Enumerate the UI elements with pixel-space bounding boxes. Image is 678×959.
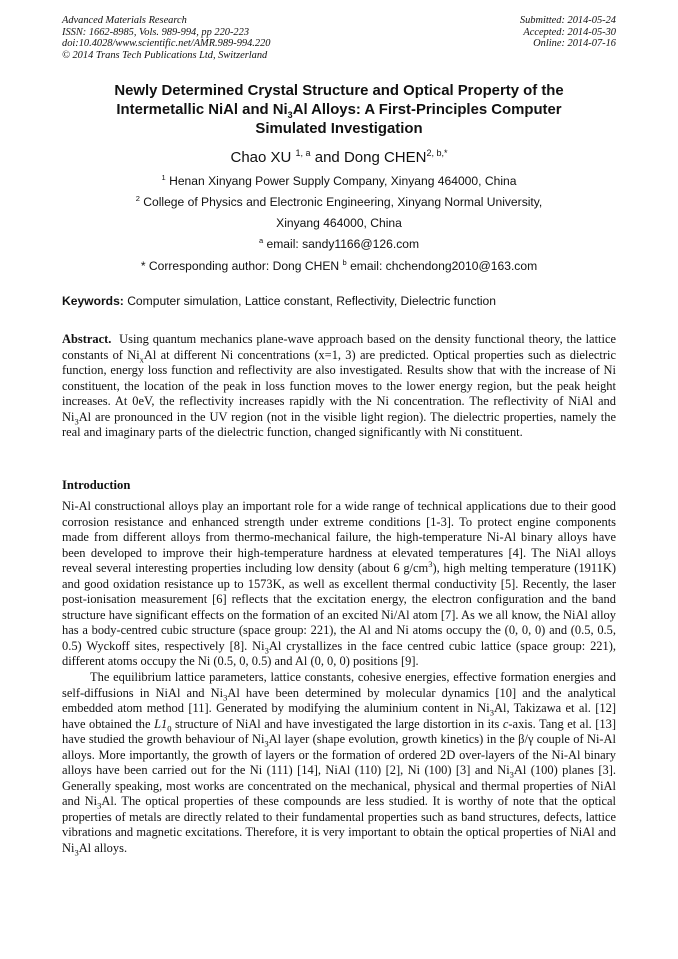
submitted-date: Submitted: 2014-05-24 xyxy=(519,15,616,26)
email-a: $^a$ email: sandy1166@126.com xyxy=(258,235,420,251)
issn: ISSN: 1662-8985, Vols. 989-994, pp 220-223 xyxy=(62,26,250,38)
paragraph: The equilibrium lattice parameters, lattice constants, cohesive energies, effective formation energies and self-diffusions in NiAl and $Ni_3Al$ have been determined by molecular dynamics [10] and the analytical embedded atom method [11]. Generated by modifying the aluminium content in $Ni_3Al$, Takizawa et al. [12] have obtained the $L1_0$ structure of NiAl and have investigated the large distortion in its c-axis. Tang et al. [13] have studied the growth behaviour of $Ni_3Al$ layer (shape evolution, growth kinetics) in the β/γ couple of Ni-Al alloys. More importantly, the growth of layers or the formation of ordered 2D over-layers of the Ni-Al binary alloys have been carried out for the Ni (111) [14], NiAl (110) [2], Ni (100) [3] and $Ni_3Al$ (100) planes [3]. Generally speaking, most works are concentrated on the mechanical, physical and thermal properties of NiAl and $Ni_3Al$. The optical properties of these compounds are less studied. It is worthy of note that the optical properties of metals are directly related to their fundamental properties such as band structures, defects, lattice vibrations and magnetic excitations. Therefore, it is very important to obtain the optical properties of NiAl and $Ni_3Al$ alloys. xyxy=(62,670,617,858)
affiliation-2: $^2$ College of Physics and Electronic Engineering, Xinyang Normal University, xyxy=(135,193,543,209)
affiliation-2-cont: Xinyang 464000, China xyxy=(276,216,402,230)
dates-header xyxy=(520,15,616,50)
online-date: Online: 2014-07-16 xyxy=(533,38,616,49)
copyright: © 2014 Trans Tech Publications Ltd, Switzerland xyxy=(62,49,268,61)
paper-title: Newly Determined Crystal Structure and Optical Property of the Intermetallic NiAl and $Ni_3Al$ Alloys: A First-Principles Computer Simulated Investigation xyxy=(114,83,564,137)
affiliation-1: $^1$ Henan Xinyang Power Supply Company, Xinyang 464000, China xyxy=(161,172,517,188)
section-heading-introduction: Introduction xyxy=(62,478,131,492)
keywords: Keywords: Computer simulation, Lattice constant, Reflectivity, Dielectric function xyxy=(62,294,496,308)
author-line: Chao XU $^{1, a}$ and Dong $CHEN^{2, b,*}$ xyxy=(230,148,448,166)
journal-name: Advanced Materials Research xyxy=(62,15,187,26)
introduction-body xyxy=(62,499,616,857)
corresponding-author: * Corresponding author: Dong CHEN $^b$ email: chchendong2010@163.com xyxy=(140,257,538,273)
accepted-date: Accepted: 2014-05-30 xyxy=(523,26,616,38)
abstract-label: Abstract. xyxy=(62,332,112,346)
doi: doi:10.4028/www.scientific.net/AMR.989-994.220 xyxy=(62,38,271,49)
paragraph: Ni-Al constructional alloys play an important role for a wide range of technical applications due to their good corrosion resistance and enhanced strength under extreme conditions [1-3]. To protect engine components made from different alloys from thermo-mechanical failure, the high-temperature Ni-Al binary alloys have been developed to improve their high-temperature hardness at elevated temperatures [4]. The NiAl alloys reveal several interesting properties including low density (about 6 $g/cm^3$), high melting temperature (1911K) and good oxidation resistance up to 1573K, as well as excellent thermal conductivity [5]. Recently, the laser post-ionisation measurement [6] reflects that the excitation energy, the electron configuration and the band structure have significant effects on the formation of an excited Ni/Al atom [7]. As we all know, the NiAl alloy has a body-centred cubic structure (space group: 221), the Al and Ni atoms occupy the (0, 0, 0) and (0.5, 0.5, 0.5) Wyckoff sites, respectively [8]. $Ni_3Al$ crystallizes in the face centred cubic lattice (space group: 221), different atoms occupy the Ni (0.5, 0, 0.5) and Al (0, 0, 0) positions [9]. xyxy=(62,499,616,669)
author-name: Dong CHEN xyxy=(343,149,427,166)
abstract: Abstract. Using quantum mechanics plane-wave approach based on the density functional theory, the lattice constants of $Ni_xAl$ at different Ni concentrations (x=1, 3) are predicted. Optical properties such as dielectric function, energy loss function and reflectivity are also investigated. Results show that with the increase of Ni constituent, the location of the peak in loss function moves to the lower energy region, but the peak height increases. At 0eV, the reflectivity increases rapidly with the Ni concentration. The reflectivity of NiAl and $Ni_3Al$ are pronounced in the UV region (not in the visible light region). The dielectric properties, namely the real and imaginary parts of the dielectric function, changed significantly with Ni constituent. xyxy=(62,332,616,440)
journal-header xyxy=(62,15,270,61)
author-name: Chao XU xyxy=(230,149,292,166)
